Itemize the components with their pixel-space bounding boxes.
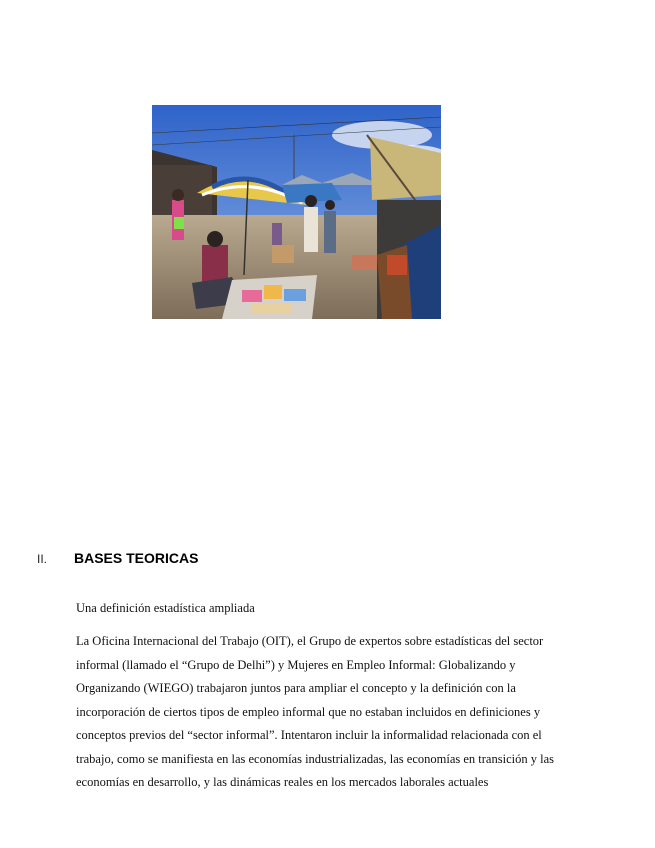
paragraph-line: Organizando (WIEGO) trabajaron juntos para ampliar el concepto y la definición con la xyxy=(76,681,516,695)
section-title: BASES TEORICAS xyxy=(74,550,199,566)
paragraph-line: economías en desarrollo, y las dinámicas reales en los mercados laborales actuales xyxy=(76,775,489,789)
paragraph-line: informal (llamado el “Grupo de Delhi”) y Mujeres en Empleo Informal: Globalizando y xyxy=(76,657,516,672)
paragraph-line: conceptos previos del “sector informal”. Intentaron incluir la informalidad relacionada con el xyxy=(76,728,542,742)
paragraph-line: La Oficina Internacional del Trabajo (OIT), el Grupo de expertos sobre estadísticas del sector xyxy=(76,634,544,648)
section-heading xyxy=(0,550,655,570)
paragraph-line: trabajo, como se manifiesta en las economías industrializadas, las economías en transición y las xyxy=(76,751,554,766)
section-number: II. xyxy=(37,552,48,566)
body-paragraph xyxy=(76,630,596,795)
market-photo xyxy=(152,105,441,319)
paragraph-line: incorporación de ciertos tipos de empleo informal que no estaban incluidos en definiciones y xyxy=(76,704,541,719)
subsection-title: Una definición estadística ampliada xyxy=(76,601,255,615)
